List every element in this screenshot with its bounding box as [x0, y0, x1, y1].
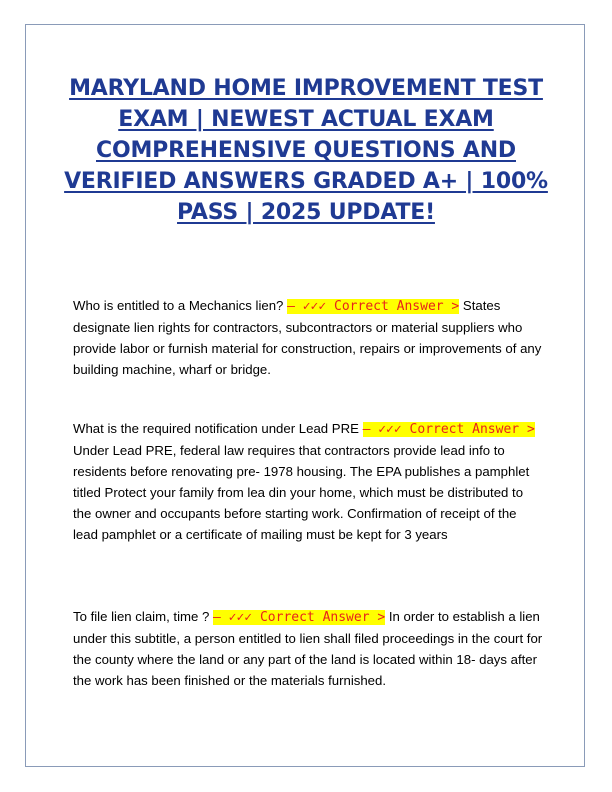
- answer-text: In order to establish a lien under this subtitle, a person entitled to lien shall filed proceedings in the court for the county where the land or any part of the land is located within 18- days after the work has been finished or the materials furnished.: [73, 609, 543, 688]
- correct-answer-marker: – ✓✓✓ Correct Answer >: [287, 299, 460, 314]
- qa-item: [73, 295, 543, 380]
- question-text: What is the required notification under Lead PRE: [73, 421, 359, 436]
- qa-item: [73, 418, 543, 545]
- correct-answer-marker: – ✓✓✓ Correct Answer >: [213, 610, 386, 625]
- answer-text: Under Lead PRE, federal law requires that contractors provide lead info to residents before renovating pre- 1978 housing. The EPA publishes a pamphlet titled Protect your family from lea din your home, which must be distributed to the owner and occupants before starting work. Confirmation of receipt of the lead pamphlet or a certificate of mailing must be kept for 3 years: [73, 443, 530, 542]
- question-text: To file lien claim, time ?: [73, 609, 210, 624]
- question-text: Who is entitled to a Mechanics lien?: [73, 298, 284, 313]
- document-title: MARYLAND HOME IMPROVEMENT TEST EXAM | NEWEST ACTUAL EXAM COMPREHENSIVE QUESTIONS AND VERIFIED ANSWERS GRADED A+ | 100% PASS | 2025 UPDATE!: [64, 76, 548, 225]
- answer-text: States designate lien rights for contractors, subcontractors or material suppliers who provide labor or furnish material for construction, repairs or improvements of any building machine, wharf or bridge.: [73, 298, 542, 377]
- qa-item: [73, 606, 543, 691]
- correct-answer-marker: – ✓✓✓ Correct Answer >: [362, 422, 535, 437]
